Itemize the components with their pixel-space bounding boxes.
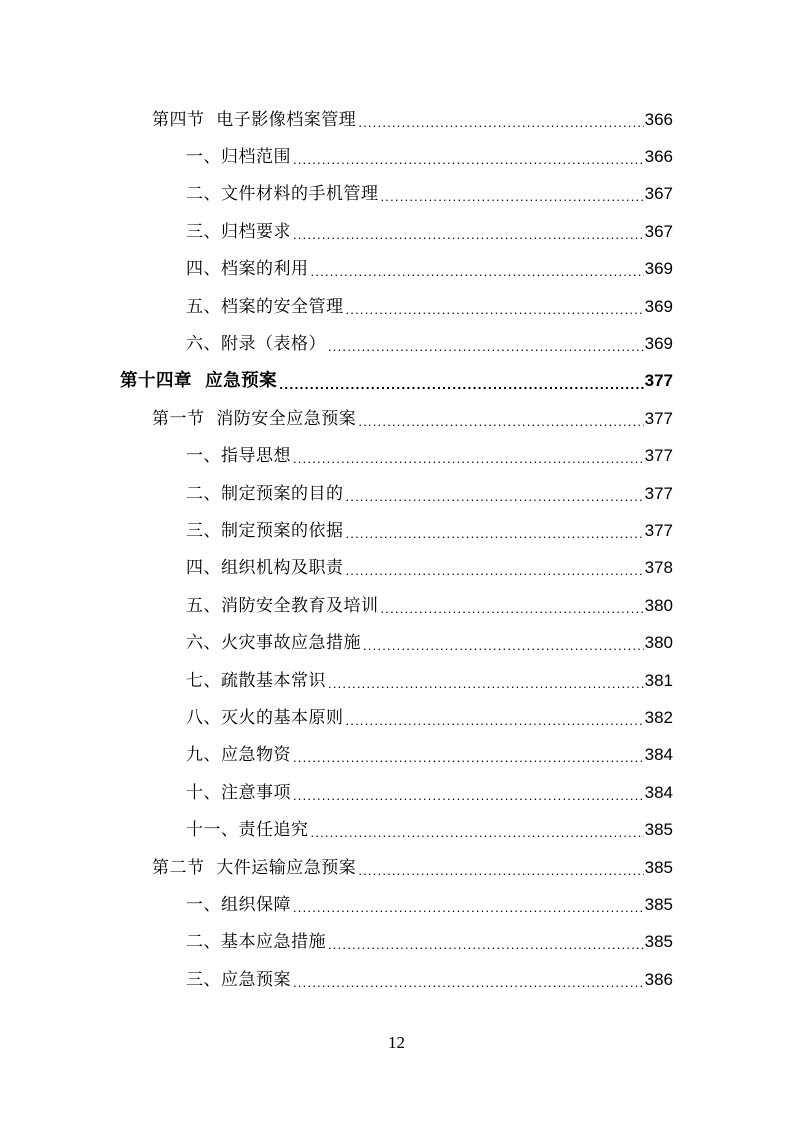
toc-entry-page: 377 xyxy=(644,408,673,428)
toc-entry[interactable] xyxy=(0,961,793,998)
dot-leader xyxy=(346,299,644,321)
page-number: 12 xyxy=(388,1033,405,1052)
toc-entry-title: 一、指导思想 xyxy=(186,446,291,467)
toc-entry[interactable] xyxy=(0,363,793,400)
toc-entry-page: 385 xyxy=(644,820,673,840)
toc-entry-title: 第二节 大件运输应急预案 xyxy=(152,857,357,878)
toc-entry[interactable] xyxy=(0,624,793,661)
toc-entry-page: 369 xyxy=(644,259,673,279)
toc-entry-title: 一、组织保障 xyxy=(186,894,291,915)
toc-entry[interactable] xyxy=(0,699,793,736)
dot-leader xyxy=(293,785,644,807)
dot-leader xyxy=(358,411,643,433)
dot-leader xyxy=(293,747,644,769)
toc-entry[interactable] xyxy=(0,737,793,774)
toc-entry-title: 第一节 消防安全应急预案 xyxy=(152,408,357,429)
toc-entry[interactable] xyxy=(0,176,793,213)
table-of-contents xyxy=(0,101,793,998)
dot-leader xyxy=(328,934,644,956)
toc-entry-page: 369 xyxy=(644,296,673,316)
toc-entry-title: 二、文件材料的手机管理 xyxy=(186,184,379,205)
dot-leader xyxy=(381,598,644,620)
toc-entry-title: 十一、责任追究 xyxy=(186,820,309,841)
toc-entry-page: 377 xyxy=(644,371,673,391)
dot-leader xyxy=(381,186,644,208)
toc-entry-page: 377 xyxy=(644,446,673,466)
toc-entry-title: 第十四章 应急预案 xyxy=(120,371,278,392)
toc-entry-title: 二、基本应急措施 xyxy=(186,932,326,953)
toc-entry-title: 八、灭火的基本原则 xyxy=(186,707,344,728)
toc-entry[interactable] xyxy=(0,101,793,138)
dot-leader xyxy=(328,673,644,695)
toc-entry[interactable] xyxy=(0,849,793,886)
toc-entry[interactable] xyxy=(0,512,793,549)
toc-entry[interactable] xyxy=(0,251,793,288)
toc-entry[interactable] xyxy=(0,438,793,475)
toc-entry-title: 第四节 电子影像档案管理 xyxy=(152,109,357,130)
toc-entry-page: 385 xyxy=(644,857,673,877)
toc-entry-page: 380 xyxy=(644,633,673,653)
toc-entry[interactable] xyxy=(0,774,793,811)
toc-entry-title: 三、制定预案的依据 xyxy=(186,520,344,541)
dot-leader xyxy=(328,336,644,358)
toc-entry[interactable] xyxy=(0,213,793,250)
toc-entry-page: 377 xyxy=(644,483,673,503)
dot-leader xyxy=(346,486,644,508)
dot-leader xyxy=(293,972,644,994)
toc-entry-page: 385 xyxy=(644,932,673,952)
toc-entry-page: 384 xyxy=(644,745,673,765)
dot-leader xyxy=(346,523,644,545)
toc-entry-page: 384 xyxy=(644,782,673,802)
toc-entry[interactable] xyxy=(0,811,793,848)
toc-entry-title: 九、应急物资 xyxy=(186,745,291,766)
toc-entry-title: 三、归档要求 xyxy=(186,221,291,242)
dot-leader xyxy=(293,149,644,171)
toc-entry-page: 382 xyxy=(644,707,673,727)
toc-entry-title: 七、疏散基本常识 xyxy=(186,670,326,691)
toc-entry-title: 四、档案的利用 xyxy=(186,259,309,280)
toc-entry[interactable] xyxy=(0,475,793,512)
toc-entry[interactable] xyxy=(0,138,793,175)
dot-leader xyxy=(363,635,644,657)
toc-entry-title: 十、注意事项 xyxy=(186,782,291,803)
toc-entry[interactable] xyxy=(0,924,793,961)
toc-entry[interactable] xyxy=(0,288,793,325)
toc-entry-title: 五、消防安全教育及培训 xyxy=(186,595,379,616)
toc-entry-page: 366 xyxy=(644,109,673,129)
toc-entry-title: 三、应急预案 xyxy=(186,969,291,990)
toc-entry-page: 369 xyxy=(644,334,673,354)
toc-entry[interactable] xyxy=(0,400,793,437)
dot-leader xyxy=(311,822,644,844)
dot-leader xyxy=(346,710,644,732)
toc-entry-title: 五、档案的安全管理 xyxy=(186,296,344,317)
toc-entry-page: 380 xyxy=(644,595,673,615)
toc-entry-title: 六、火灾事故应急措施 xyxy=(186,633,361,654)
toc-entry-page: 366 xyxy=(644,147,673,167)
toc-entry-title: 六、附录（表格） xyxy=(186,334,326,355)
toc-entry[interactable] xyxy=(0,587,793,624)
toc-entry-page: 386 xyxy=(644,969,673,989)
toc-entry-title: 四、组织机构及职责 xyxy=(186,558,344,579)
dot-leader xyxy=(358,860,643,882)
dot-leader xyxy=(293,897,644,919)
toc-entry-page: 385 xyxy=(644,894,673,914)
toc-entry[interactable] xyxy=(0,886,793,923)
dot-leader xyxy=(358,112,643,134)
toc-entry-page: 367 xyxy=(644,221,673,241)
toc-entry-page: 378 xyxy=(644,558,673,578)
dot-leader xyxy=(311,261,644,283)
toc-entry[interactable] xyxy=(0,550,793,587)
toc-entry[interactable] xyxy=(0,662,793,699)
dot-leader xyxy=(346,560,644,582)
toc-entry[interactable] xyxy=(0,325,793,362)
dot-leader xyxy=(293,224,644,246)
toc-entry-title: 一、归档范围 xyxy=(186,147,291,168)
toc-entry-page: 381 xyxy=(644,670,673,690)
toc-entry-title: 二、制定预案的目的 xyxy=(186,483,344,504)
dot-leader xyxy=(293,448,644,470)
toc-entry-page: 367 xyxy=(644,184,673,204)
toc-entry-page: 377 xyxy=(644,520,673,540)
dot-leader xyxy=(279,373,643,395)
